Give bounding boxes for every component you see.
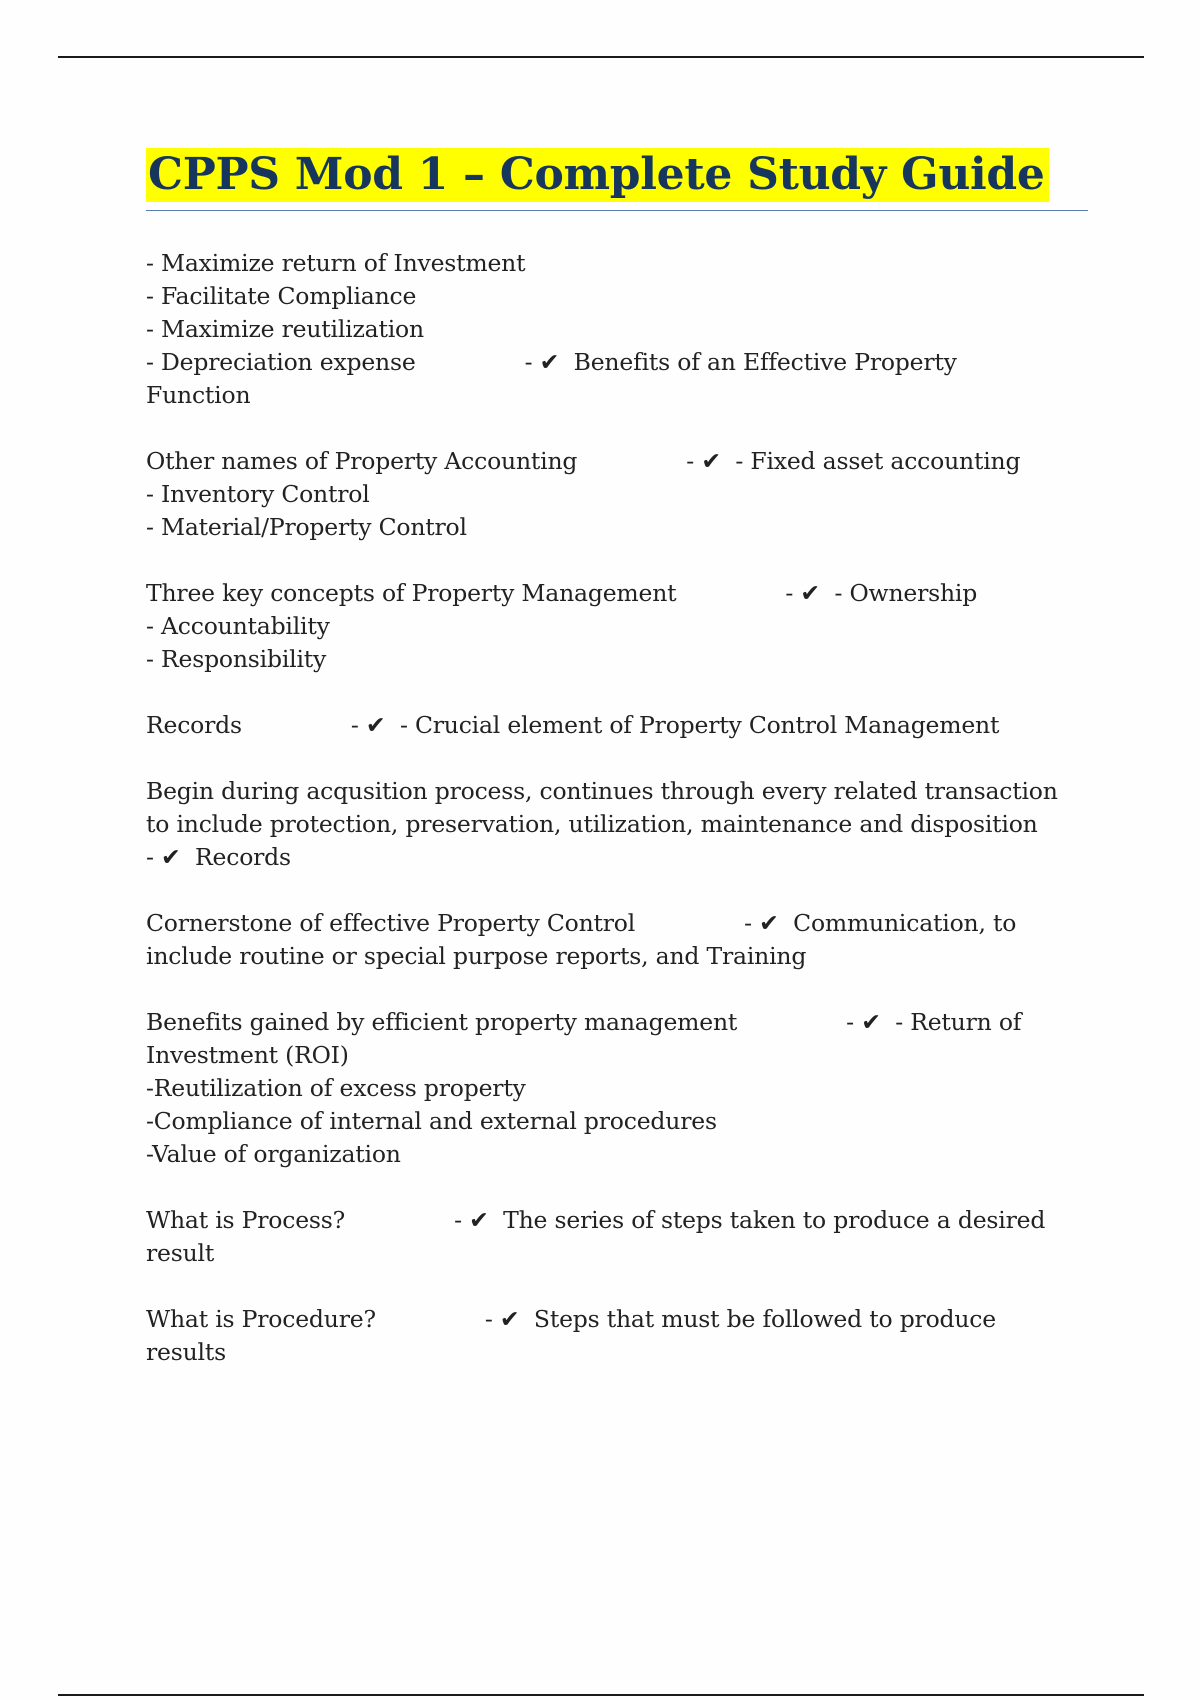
flashcard-line: What is Process? - ✔ The series of steps taken to produce a desired [146,1206,1046,1234]
flashcard-line: to include protection, preservation, utilization, maintenance and disposition [146,810,1038,838]
flashcard-line: include routine or special purpose reports, and Training [146,942,807,970]
flashcard-1 [146,247,1088,412]
flashcard-line: - Facilitate Compliance [146,282,417,310]
flashcard-3 [146,577,1088,676]
flashcard-line: Function [146,381,251,409]
flashcard-line: - Maximize reutilization [146,315,424,343]
flashcard-line: -Compliance of internal and external procedures [146,1107,717,1135]
flashcard-2 [146,445,1088,544]
flashcard-line: - ✔ Records [146,843,291,871]
flashcard-7 [146,1006,1088,1171]
flashcard-line: - Responsibility [146,645,327,673]
flashcard-line: Benefits gained by efficient property management - ✔ - Return of [146,1008,1022,1036]
flashcard-line: - Material/Property Control [146,513,467,541]
flashcard-line: result [146,1239,215,1267]
flashcard-line: - Accountability [146,612,330,640]
title-block [146,148,1088,211]
study-guide-content [146,247,1088,1402]
flashcard-6 [146,907,1088,973]
flashcard-line: - Inventory Control [146,480,370,508]
flashcard-line: results [146,1338,226,1366]
header-rule [58,56,1144,58]
flashcard-line: Cornerstone of effective Property Control - ✔ Communication, to [146,909,1017,937]
flashcard-line: Investment (ROI) [146,1041,349,1069]
flashcard-4 [146,709,1088,742]
flashcard-line: Records - ✔ - Crucial element of Property Control Management [146,711,1000,739]
footer-rule [58,1694,1144,1696]
flashcard-line: -Value of organization [146,1140,401,1168]
flashcard-9 [146,1303,1088,1369]
flashcard-line: - Maximize return of Investment [146,249,526,277]
flashcard-line: - Depreciation expense - ✔ Benefits of an Effective Property [146,348,957,376]
flashcard-line: Other names of Property Accounting - ✔ - Fixed asset accounting [146,447,1021,475]
flashcard-line: Three key concepts of Property Management - ✔ - Ownership [146,579,978,607]
document-title: CPPS Mod 1 – Complete Study Guide [146,148,1049,202]
flashcard-5 [146,775,1088,874]
flashcard-8 [146,1204,1088,1270]
flashcard-line: Begin during acqusition process, continues through every related transaction [146,777,1058,805]
flashcard-line: -Reutilization of excess property [146,1074,526,1102]
flashcard-line: What is Procedure? - ✔ Steps that must be followed to produce [146,1305,996,1333]
